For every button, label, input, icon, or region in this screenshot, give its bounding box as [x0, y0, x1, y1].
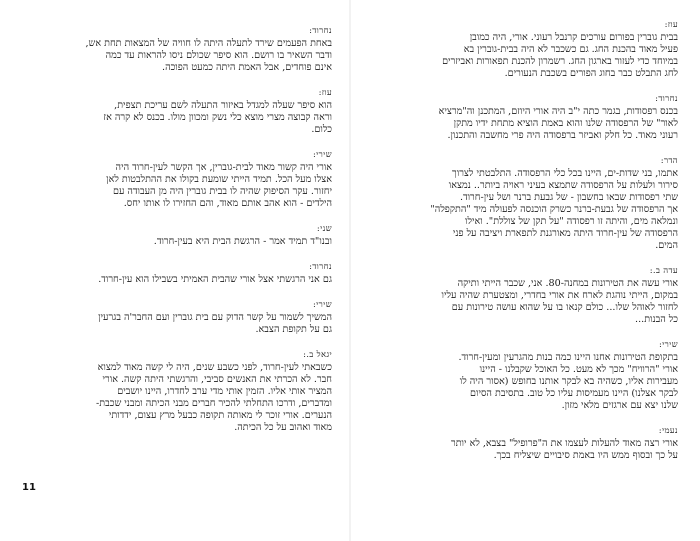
page-number: 11 — [22, 482, 36, 493]
testimony-text: בתקופת הטירונות אחנו היינו כמה בנות מהגרעין ומעין-חרוד. אורי "הרוויח" מכך לא מעט. כל האוכל שקבלנו - היינו מעבירות אליו, כשהיה בא לבקר אותנו בחופש (אסור היה לו לבקר אצלנו) היינו מעמיסות עליו כל טוב. בתסיבת הסיום שלנו יצא עם ארגזים מלאי מזון. — [458, 352, 678, 411]
testimony-text: אורי היה קשור מאוד לבית-גוברין, אך הקשר לעין-חרוד היה אצלו מעל הכל. תמיד הייתי שומעת בקולו את ההתלבטות לאן יחזור. עקר הסיפוק שהיה לו בבית גוברין היה מן העבודה עם הילדים - הוא אהב אותם מאוד, והם החזירו לו אותו יחס. — [106, 162, 332, 209]
testimony-text: אורי עשה את הטירונות במחנה-80. אני, שכבר הייתי ותיקה במקום, הייתי נוהגת לארח את אורי בחדרי, ומצטערת שהיה עליו לחזור לאוהל שלו... כולם קנאו בו על שהוא עושה טירונות עם כל הבנות... — [441, 278, 678, 325]
testimony-section — [20, 262, 332, 286]
speaker-name: נעמי: — [658, 426, 678, 436]
testimony-text: אתמו, בני שדות-ים, היינו בכל כלי הרפסודה. התלבטתי לצרוך סירור ולעלות על הרפסודה שתמצא בעיני ראויה ביותר.. נמצאו שתי רפסודות שבאו בחשבון - של גבעת ברנר ושל עין-חרוד. אך הרפסודה של גבעת-ברנר כשרק הוכנסה לפעולה מיד "התקפלה" ונמלאה מים, והיתה זו רפסודה "על תקן של צוללת". ואילו הרפסודה של עין-חרוד היתה מאורגנת לתפארת ויציבה על פני המים. — [430, 168, 678, 251]
testimony-text: אורי רצה מאוד להעלות לעצמו את ה"פרופיל" בצבא, לא יותר על כך ובסוף ממש היו באמת סיבויים שיצליח בכך. — [450, 438, 678, 461]
speaker-name: עדה ב.: — [649, 266, 678, 276]
speaker-name: יגאל ב.: — [303, 350, 332, 360]
testimony-section — [368, 94, 678, 142]
speaker-name: שירי: — [658, 340, 678, 350]
speaker-name: עוז: — [318, 88, 332, 98]
speaker-name: נחרוד: — [309, 26, 332, 36]
testimony-section — [20, 150, 332, 210]
right-page — [350, 0, 700, 541]
speaker-name: שירי: — [312, 300, 332, 310]
testimony-section — [20, 300, 332, 336]
testimony-section — [20, 26, 332, 74]
testimony-text: בבית גוברין בפורום עורכים קרנבל רעוני. אורי, היה כמובן פעיל מאוד בהכנת החג. גם כשכבר לא היה בבית-גוברין בא במיוחד כדי לעזור בארגון החג. רשמרון להכנת תפאורות ואביזרים לחג התבלט כבר בחוג הפורים בשכבת הנעורים. — [442, 32, 678, 79]
speaker-name: נחרוד: — [655, 94, 678, 104]
testimony-text: הוא סיפר שעלה למגדל באיזור התעלה לשם עריכת תצפית, וראה קבוצה מצרי מוצא כלי נשק ומכוון מולו. בכנס לא קרה אז כלום. — [103, 100, 332, 135]
testimony-section — [368, 156, 678, 252]
speaker-name: שירי: — [312, 150, 332, 160]
testimony-text: באחת הפעמים שירד לתעלה היתה לו חוויה של המצאות תחת אש, ודבר השאיר בו רושם. הוא סיפר שכולם ניסו להראות עד כמה אינם פוחדים, אבל האמת היתה כמעט הפוכה. — [85, 38, 332, 73]
speaker-name: נחרוד: — [309, 262, 332, 272]
testimony-text: גם אני הרגשתי אצל אורי שהבית האמיתי בשבילו הוא עין-חרוד. — [98, 274, 332, 285]
testimony-section — [368, 426, 678, 462]
testimony-text: בכנס רפסודות, בגמר כתה י"ב היה אורי היוזם, המתכנן וה"מרציא לאור" של הרפסודה שלנו והוא באמת הוציא מתחת ידיו מתקן רעוני מאוד. כל חלק ואביזר ברפסודה היה פרי מחשבה והתכנון. — [438, 106, 678, 141]
speaker-name: שני: — [316, 224, 332, 234]
speaker-name: הדר: — [660, 156, 678, 166]
testimony-section — [20, 224, 332, 248]
testimony-text: המשיך לשמור על קשר הדוק עם בית גוברין ועם החבר'ה בגרעין גם על תקופת הצבא. — [98, 312, 332, 335]
speaker-name: עוז: — [664, 20, 678, 30]
testimony-section — [20, 350, 332, 434]
testimony-text: ובנו"ד תמיד אמר - הרגשת הבית היא בעין-חרוד. — [153, 236, 332, 247]
testimony-section — [368, 266, 678, 326]
testimony-section — [20, 88, 332, 136]
testimony-section — [368, 20, 678, 80]
testimony-section — [368, 340, 678, 412]
testimony-text: כשבאתי לעין-חרוד, לפני כשבע שנים, היה לי קשה מאוד למצוא חבר. לא הכרתי את האנשים סביבי, והרגשתי היתה קשה. אורי המציר אותי אליו. הזמין אותי מדי ערב לחדרו, היינו יושבים ומדברים, ודרכו התחלתי להכיר חברים מבני הכיתה ומבני שכבת- הנערים. אורי זוכר לי מאותה תקופה כבעל מרץ עצום, ידדותי מאוד ואהוב על כל הכיתה. — [96, 362, 332, 433]
